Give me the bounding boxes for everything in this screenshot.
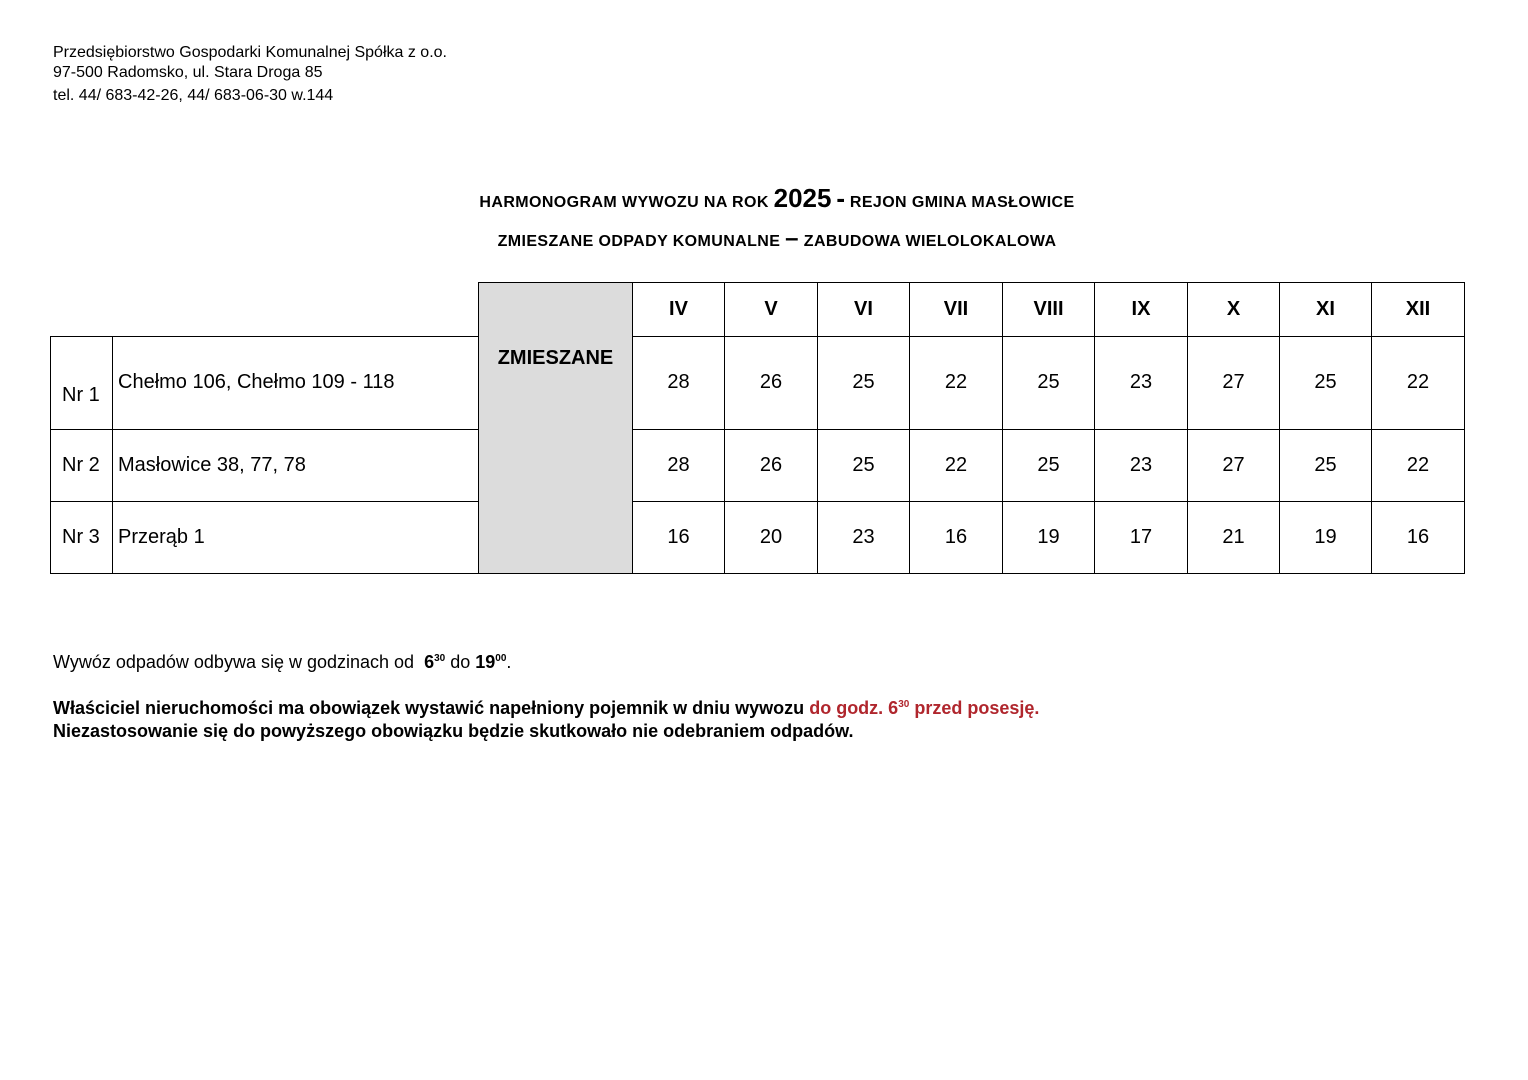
date-cell: 20 [725, 502, 818, 574]
month-header: VI [818, 283, 910, 337]
month-header: V [725, 283, 818, 337]
subtitle-dash: – [785, 225, 799, 252]
deadline-text [809, 698, 1039, 718]
row-number: Nr 1 [51, 337, 113, 430]
date-cell: 28 [633, 430, 725, 502]
subtitle-part2: ZABUDOWA WIELOLOKALOWA [803, 233, 1057, 250]
date-cell: 19 [1280, 502, 1372, 574]
schedule-subtitle [0, 225, 1528, 253]
month-header: VIII [1003, 283, 1095, 337]
row-address: Przerąb 1 [113, 502, 479, 574]
date-cell: 26 [725, 337, 818, 430]
date-cell: 27 [1188, 337, 1280, 430]
from-hour: 6 [424, 652, 435, 672]
date-cell: 28 [633, 337, 725, 430]
date-cell: 16 [1372, 502, 1465, 574]
company-name: Przedsiębiorstwo Gospodarki Komunalnej Spółka z o.o. [53, 44, 447, 61]
to-word: do [450, 652, 471, 672]
months-header-row [51, 283, 1465, 337]
date-cell: 25 [1280, 337, 1372, 430]
subtitle-part1: ZMIESZANE ODPADY KOMUNALNE [497, 233, 781, 250]
hours-prefix: Wywóz odpadów odbywa się w godzinach od [53, 652, 415, 672]
title-part1: HARMONOGRAM WYWOZU NA ROK [479, 194, 769, 211]
date-cell: 25 [818, 337, 910, 430]
date-cell: 17 [1095, 502, 1188, 574]
month-header: VII [910, 283, 1003, 337]
date-cell: 16 [633, 502, 725, 574]
to-hour: 19 [475, 652, 496, 672]
to-minutes: 00 [495, 653, 507, 664]
month-header: IX [1095, 283, 1188, 337]
date-cell: 25 [818, 430, 910, 502]
header-blank [51, 283, 479, 337]
date-cell: 23 [1095, 337, 1188, 430]
title-part2: REJON GMINA MASŁOWICE [849, 194, 1075, 211]
deadline-suffix: przed posesję. [914, 698, 1040, 718]
schedule-title [0, 183, 1528, 214]
month-header: X [1188, 283, 1280, 337]
date-cell: 22 [910, 337, 1003, 430]
schedule-table [50, 282, 1465, 574]
deadline-prefix: do godz. 6 [809, 698, 899, 718]
date-cell: 25 [1280, 430, 1372, 502]
waste-type-cell: ZMIESZANE [479, 283, 633, 574]
date-cell: 16 [910, 502, 1003, 574]
row-address: Chełmo 106, Chełmo 109 - 118 [113, 337, 479, 430]
collection-hours-note [53, 652, 511, 673]
date-cell: 22 [910, 430, 1003, 502]
company-phone: tel. 44/ 683-42-26, 44/ 683-06-30 w.144 [53, 87, 334, 104]
table-row [51, 502, 1465, 574]
date-cell: 22 [1372, 430, 1465, 502]
owner-obligation-line [53, 697, 1039, 720]
from-minutes: 30 [434, 653, 446, 664]
title-year: 2025 [773, 183, 832, 213]
table-row [51, 337, 1465, 430]
hours-suffix: . [506, 652, 512, 672]
date-cell: 19 [1003, 502, 1095, 574]
row-number: Nr 3 [51, 502, 113, 574]
row-address: Masłowice 38, 77, 78 [113, 430, 479, 502]
table-row [51, 430, 1465, 502]
owner-text: Właściciel nieruchomości ma obowiązek wystawić napełniony pojemnik w dniu wywozu [53, 698, 805, 718]
row-number: Nr 2 [51, 430, 113, 502]
title-dash: - [836, 183, 846, 213]
date-cell: 21 [1188, 502, 1280, 574]
consequence-line: Niezastosowanie się do powyższego obowiązku będzie skutkowało nie odebraniem odpadów. [53, 721, 854, 741]
date-cell: 23 [818, 502, 910, 574]
date-cell: 27 [1188, 430, 1280, 502]
deadline-minutes: 30 [898, 699, 910, 710]
date-cell: 26 [725, 430, 818, 502]
month-header: XI [1280, 283, 1372, 337]
date-cell: 23 [1095, 430, 1188, 502]
date-cell: 22 [1372, 337, 1465, 430]
date-cell: 25 [1003, 337, 1095, 430]
company-header [53, 43, 447, 106]
month-header: IV [633, 283, 725, 337]
owner-obligation-note [53, 697, 1039, 743]
company-address: 97-500 Radomsko, ul. Stara Droga 85 [53, 64, 323, 81]
month-header: XII [1372, 283, 1465, 337]
date-cell: 25 [1003, 430, 1095, 502]
